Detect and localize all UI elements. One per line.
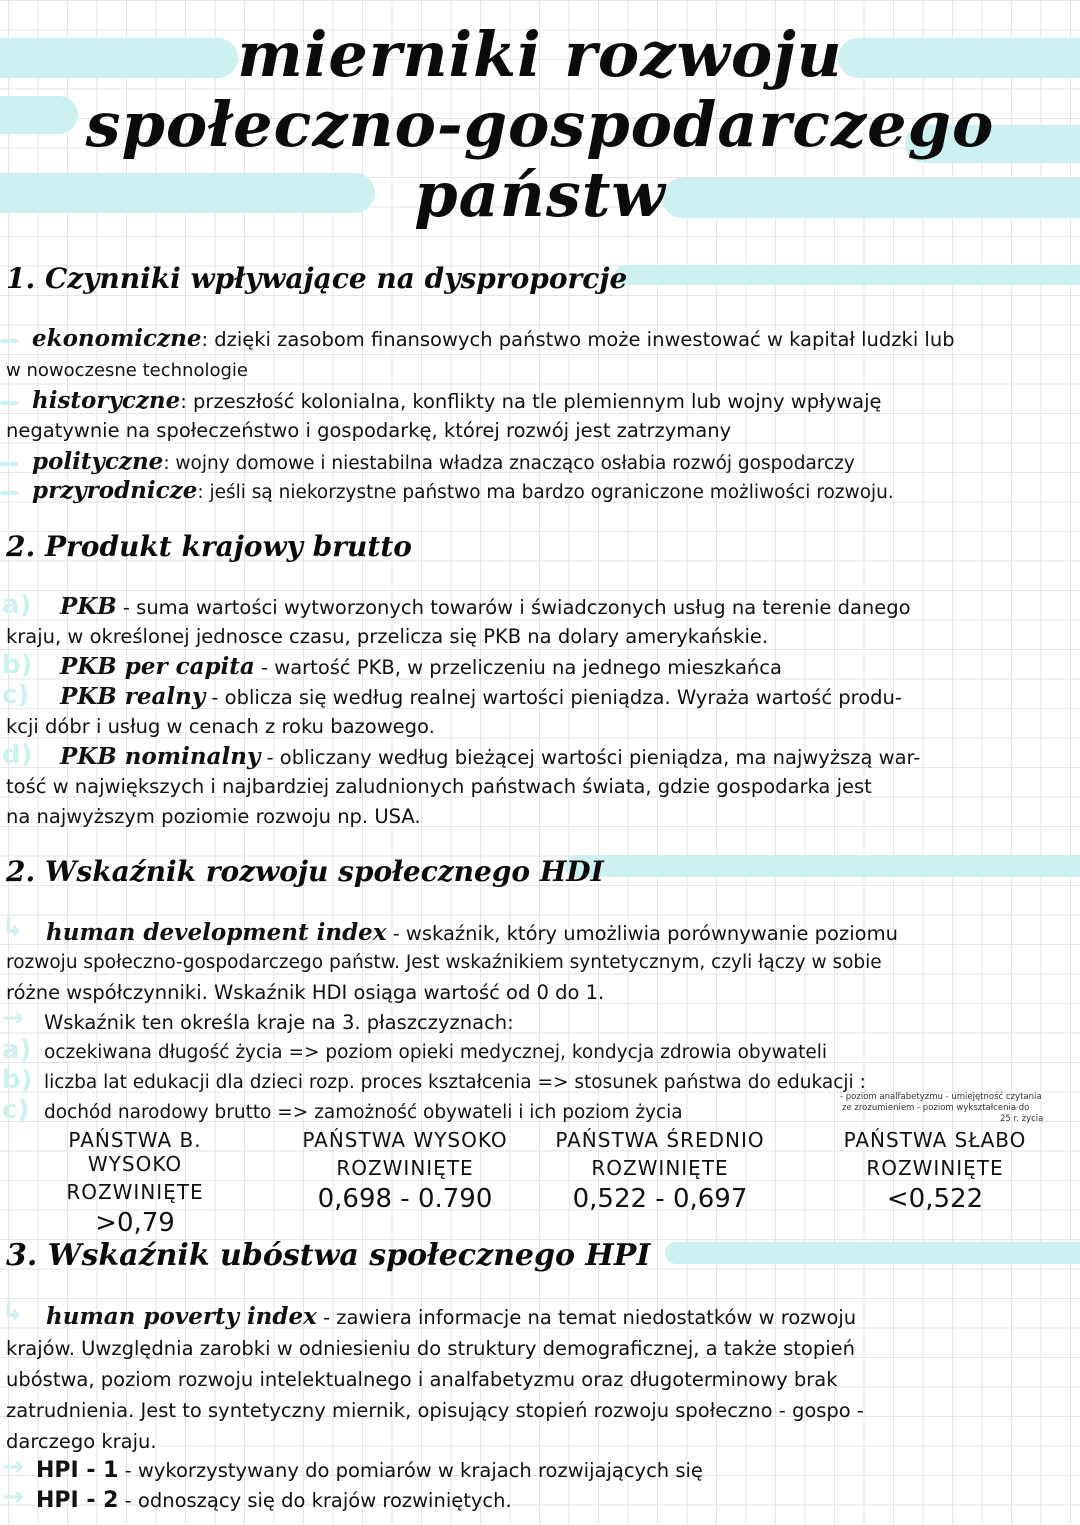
intro-text: Wskaźnik ten określa kraje na 3. płaszczyznach: (44, 1011, 514, 1034)
side-note: 25 r. życia (1000, 1114, 1044, 1124)
list-item (60, 682, 1074, 713)
definition-cont: ubóstwa, poziom rozwoju intelektualnego i analfabetyzmu oraz długoterminowy brak (6, 1368, 838, 1391)
factor-item: liczba lat edukacji dla dzieci rozp. proces kształcenia => stosunek państwa do edukacji : (44, 1072, 866, 1093)
item-text: : jeśli są niekorzystne państwo ma bardzo ograniczone możliwości rozwoju. (197, 482, 894, 503)
definition-cont: zatrudnienia. Jest to syntetyczny miernik, opisujący stopień rozwoju społeczno - gospo - (6, 1399, 864, 1422)
item-marker: c) (2, 1095, 30, 1125)
list-item (32, 324, 1074, 355)
hdi-category (30, 1128, 240, 1238)
page-title: mierniki rozwoju (237, 18, 843, 91)
factor-item: dochód narodowy brutto => zamożność obywateli i ich poziom życia (44, 1102, 683, 1123)
variant-text: - wykorzystywany do pomiarów w krajach rozwijających się (118, 1459, 703, 1482)
variant-text: - odnoszący się do krajów rozwiniętych. (118, 1489, 512, 1512)
category-value: <0,522 (886, 1184, 984, 1214)
category-label: PAŃSTWA SŁABO (843, 1128, 1027, 1152)
term: polityczne (32, 448, 164, 475)
definition-cont: krajów. Uwzględnia zarobki w odniesieniu do struktury demograficznej, a także stopień (6, 1337, 855, 1360)
list-item (32, 386, 1074, 417)
highlight-bar (665, 1242, 1080, 1264)
highlight-bar (565, 855, 1080, 877)
item-text: : przeszłość kolonialna, konflikty na tle plemiennym lub wojny wpływaję (180, 390, 882, 413)
category-label: ROZWINIĘTE (66, 1180, 204, 1204)
section-heading: 2. Wskaźnik rozwoju społecznego HDI (6, 855, 604, 888)
list-item-cont: negatywnie na społeczeństwo i gospodarkę, której rozwój jest zatrzymany (6, 419, 732, 442)
item-text: - wartość PKB, w przeliczeniu na jednego mieszkańca (254, 656, 782, 679)
category-value: 0,698 - 0.790 (317, 1184, 493, 1214)
item-marker: a) (2, 590, 32, 620)
page-title: państw (414, 158, 666, 231)
section-heading: 1. Czynniki wpływające na dysproporcje (6, 262, 628, 295)
section-heading: 3. Wskaźnik ubóstwa społecznego HPI (6, 1238, 651, 1273)
item-text: : dzięki zasobom finansowych państwo może inwestować w kapitał ludzki lub (201, 328, 955, 351)
hdi-category (300, 1128, 510, 1214)
highlight-bar (615, 265, 1080, 285)
factor-item: oczekiwana długość życia => poziom opieki medycznej, kondycja zdrowia obywateli (44, 1042, 827, 1063)
category-label: ROZWINIĘTE (866, 1156, 1004, 1180)
variant-label: HPI - 2 (36, 1488, 119, 1513)
item-marker: d) (2, 740, 33, 770)
category-label: PAŃSTWA WYSOKO (302, 1128, 508, 1152)
category-value: 0,522 - 0,697 (572, 1184, 748, 1214)
dash-bullet (0, 491, 18, 495)
item-marker: b) (2, 650, 33, 680)
item-marker: c) (2, 680, 30, 710)
hdi-category (545, 1128, 775, 1214)
term: przyrodnicze (32, 477, 198, 504)
category-value: >0,79 (95, 1208, 175, 1238)
arrow-icon: → (2, 1482, 24, 1512)
item-text: - oblicza się według realnej wartości pieniądza. Wyraża wartość produ- (205, 686, 902, 709)
definition-text: - zawiera informacje na temat niedostatków w rozwoju (316, 1306, 857, 1329)
definition (46, 918, 1074, 949)
item-marker: b) (2, 1065, 33, 1095)
hdi-category (825, 1128, 1045, 1214)
definition-text: - wskaźnik, który umożliwia porównywanie poziomu (386, 922, 898, 945)
definition-cont: darczego kraju. (6, 1430, 157, 1453)
list-item (32, 476, 1074, 508)
term: human development index (46, 919, 387, 946)
list-item (60, 592, 1074, 623)
list-item-cont: w nowoczesne technologie (6, 360, 248, 381)
list-item-cont: na najwyższym poziomie rozwoju np. USA. (6, 805, 421, 828)
term: historyczne (32, 387, 181, 414)
list-item-cont: kcji dóbr i usług w cenach z roku bazowego. (6, 715, 435, 738)
section-heading: 2. Produkt krajowy brutto (6, 530, 412, 563)
item-text: - suma wartości wytworzonych towarów i świadczonych usług na terenie danego (116, 596, 911, 619)
variant-label: HPI - 1 (36, 1458, 119, 1483)
arrow-icon: ↳ (2, 1297, 24, 1327)
term: PKB (60, 593, 117, 620)
arrow-icon: → (2, 1452, 24, 1482)
side-note: ze zrozumieniem - poziom wykształcenia do (842, 1103, 1030, 1113)
side-note: - poziom analfabetyzmu - umiejętność czytania (840, 1092, 1042, 1102)
term: ekonomiczne (32, 325, 202, 352)
term: PKB per capita (60, 653, 255, 680)
term: PKB nominalny (60, 743, 261, 770)
list-item (60, 652, 1074, 683)
category-label: PAŃSTWA B. WYSOKO (68, 1128, 202, 1176)
definition (46, 1302, 1074, 1333)
variant-item (36, 1486, 1074, 1516)
list-item (32, 447, 1074, 479)
list-item-cont: kraju, w określonej jednosce czasu, przelicza się PKB na dolary amerykańskie. (6, 625, 769, 648)
term: PKB realny (60, 683, 206, 710)
category-label: ROZWINIĘTE (336, 1156, 474, 1180)
arrow-icon: → (2, 1003, 24, 1033)
list-item-cont: tość w największych i najbardziej zaludnionych państwach świata, gdzie gospodarka jest (6, 775, 872, 798)
dash-bullet (0, 401, 18, 405)
item-text: : wojny domowe i niestabilna władza znacząco osłabia rozwój gospodarczy (163, 453, 855, 474)
definition-cont: różne współczynniki. Wskaźnik HDI osiąga wartość od 0 do 1. (6, 981, 605, 1004)
arrow-icon: ↳ (2, 913, 24, 943)
category-label: PAŃSTWA ŚREDNIO (555, 1128, 765, 1152)
category-label: ROZWINIĘTE (591, 1156, 729, 1180)
definition-cont: rozwoju społeczno-gospodarczego państw. Jest wskaźnikiem syntetycznym, czyli łączy w sobie (6, 952, 882, 973)
term: human poverty index (46, 1303, 317, 1330)
item-text: - obliczany według bieżącej wartości pieniądza, ma najwyższą war- (260, 746, 921, 769)
page-title: społeczno-gospodarczego (85, 88, 995, 161)
dash-bullet (0, 339, 18, 343)
dash-bullet (0, 462, 18, 466)
item-marker: a) (2, 1035, 32, 1065)
list-item (60, 742, 1074, 773)
variant-item (36, 1456, 1074, 1486)
